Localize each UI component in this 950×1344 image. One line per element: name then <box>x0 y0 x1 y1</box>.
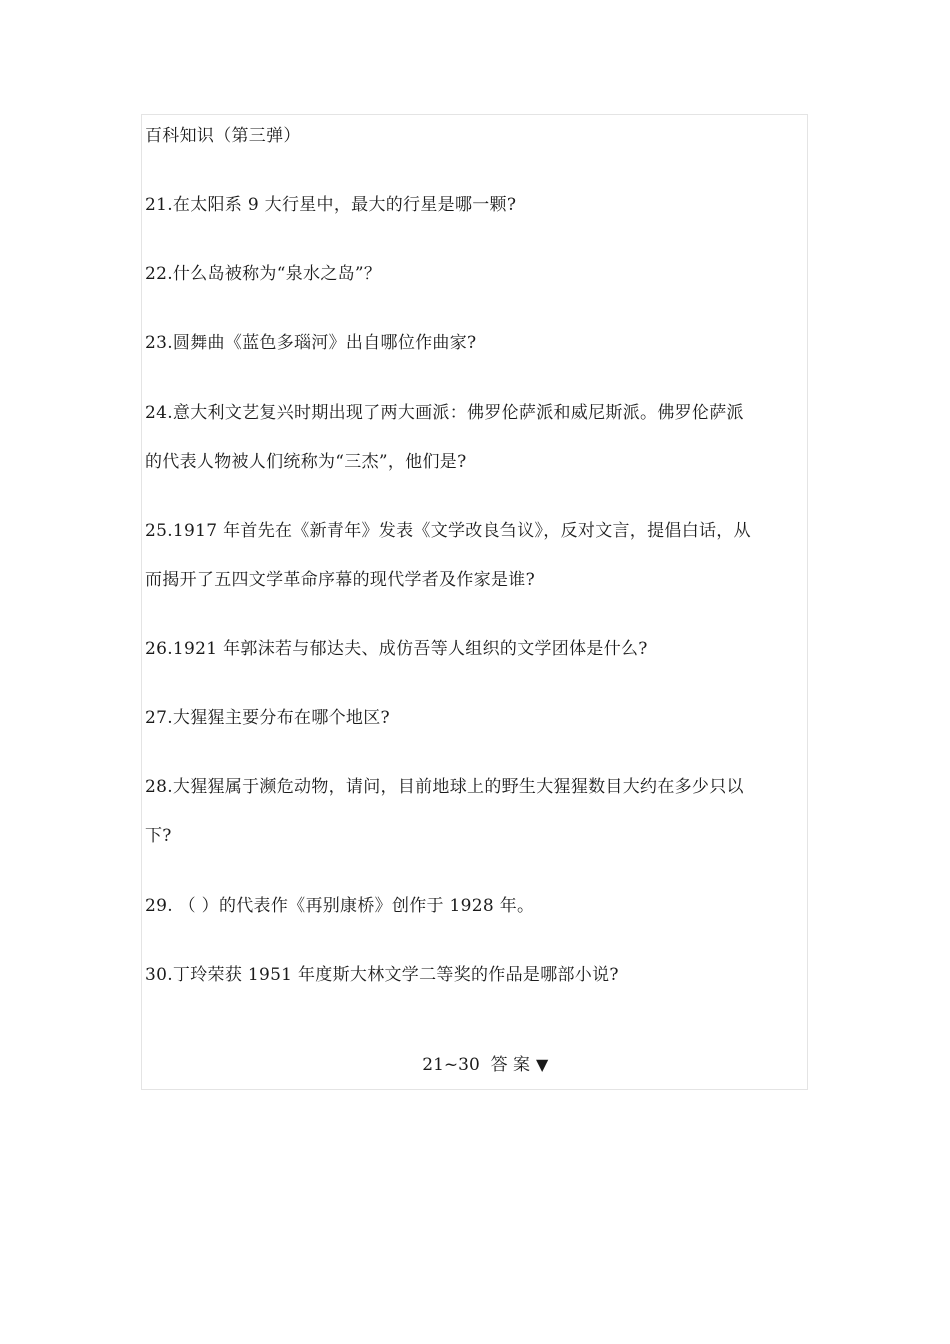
question-25-line-1: 25.1917 年首先在《新青年》发表《文学改良刍议》，反对文言，提倡白话，从 <box>145 521 751 541</box>
question-28-line-2: 下? <box>145 826 172 846</box>
answer-label: 21~30 答 案 <box>422 1055 531 1075</box>
answer-toggle[interactable] <box>142 1032 807 1098</box>
document-title: 百科知识（第三弹） <box>145 126 301 146</box>
question-26: 26.1921 年郭沫若与郁达夫、成仿吾等人组织的文学团体是什么? <box>145 639 648 659</box>
question-22: 22.什么岛被称为“泉水之岛”？ <box>145 264 382 284</box>
question-23: 23.圆舞曲《蓝色多瑙河》出自哪位作曲家? <box>145 333 477 353</box>
question-30: 30.丁玲荣获 1951 年度斯大林文学二等奖的作品是哪部小说? <box>145 965 619 985</box>
question-27: 27.大猩猩主要分布在哪个地区? <box>145 708 390 728</box>
document-page <box>141 114 808 1090</box>
question-24-line-1: 24.意大利文艺复兴时期出现了两大画派：佛罗伦萨派和威尼斯派。佛罗伦萨派 <box>145 403 744 423</box>
question-21: 21.在太阳系 9 大行星中，最大的行星是哪一颗? <box>145 195 517 215</box>
question-25-line-2: 而揭开了五四文学革命序幕的现代学者及作家是谁? <box>145 570 536 590</box>
question-28-line-1: 28.大猩猩属于濒危动物，请问，目前地球上的野生大猩猩数目大约在多少只以 <box>145 777 744 797</box>
question-29: 29. （ ）的代表作《再别康桥》创作于 1928 年。 <box>145 896 535 916</box>
question-24-line-2: 的代表人物被人们统称为“三杰”，他们是? <box>145 452 467 472</box>
down-triangle-icon: ▼ <box>536 1055 549 1074</box>
